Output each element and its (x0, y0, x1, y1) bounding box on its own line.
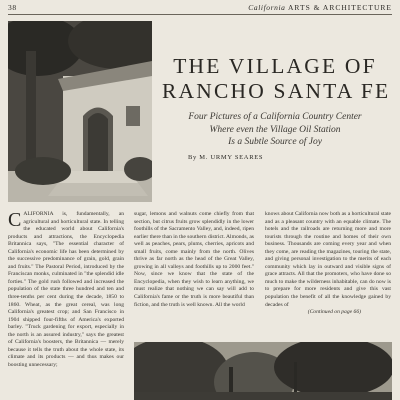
article-title-block (162, 54, 391, 161)
subtitle-line: Four Pictures of a California Country Center (188, 112, 362, 122)
article-title-line1: THE VILLAGE OF (173, 54, 377, 78)
magazine-title-prefix: California (248, 3, 286, 12)
trees-photo (134, 342, 392, 400)
column-2-text: sugar, lemons and walnuts come chiefly from that section, but citrus fruits grow splendidly in the lower foothills of the Sacramento Valley, and, indeed, ripen earlier there than in the southern district. Almonds, as well as peaches, pears, plums, cherries, apricots and small fruits, come mainly from the north. Olives thrive as far north as the head of the Great Valley, growing in all valleys and foothills up to 2000 feet." Now, since we know that the state of the Encyclopedia, when they wish to learn anything, we must realize that nothing we can say will add to California's fame or the truth is more beautiful than fiction, and the truth is well known. All the world (134, 211, 254, 308)
header-rule (8, 14, 392, 15)
village-building-icon (8, 21, 152, 202)
village-building-photo (8, 21, 152, 202)
trees-icon (134, 342, 392, 400)
text-column-2 (134, 211, 254, 309)
subtitle-line: Is a Subtle Source of Joy (228, 137, 322, 147)
page-number: 38 (8, 3, 17, 12)
article-subtitle (162, 111, 388, 149)
article-author: By M. URMY SEARES (188, 153, 264, 161)
subtitle-line: Where even the Village Oil Station (209, 124, 341, 135)
article-title-line2: RANCHO SANTA FE (162, 79, 391, 103)
text-column-3 (265, 211, 391, 317)
magazine-title-name: ARTS & ARCHITECTURE (288, 3, 392, 12)
magazine-title (248, 3, 392, 12)
column-1-text: ALIFORNIA is, fundamentally, an agricultural and horticultural state. In telling the educated world about California's products and attractions, the Encyclopedia Britannica says, "The essential character of California's economic life has been determined by the successive predominance of grain, gold, grain and fruits." The Pastoral Period, introduced by the Franciscan monks, culminated in "the splendid idle forties." The gold rush followed and increased the population of the state three hundred and ten and three-tenths per cent during the decade, 1850 to 1860. Wheat, as the great cereal, was long California's greatest crop; and San Francisco in 1904 shipped four-fifths of America's exported barley. "Truck gardening for export, especially in the north is an assured industry," says the greatest of California's boosters, the Britannica — merely because it tells the truth about the whole state, its climate and its products — and thus makes our boosting unnecessary; (8, 211, 124, 368)
text-column-1 (8, 211, 124, 369)
continued-note: (Continued on page 66) (307, 309, 361, 316)
drop-cap: C (8, 209, 22, 231)
column-3-text: knows about California now both as a horticultural state and as a pleasant country with an equable climate. The hotels and the railroads are returning more and more tourists through the routine and homes of their own business. Thousands are coming every year and when they come, are reading the magazines, touring the state, and giving personal investigation to the merits of each community which lay in outward and visible signs of grace attracts. All that the promoters, who have done so much to make the wilderness inhabitable, can do now is to prepare for more residents and give this vast population the benefit of all the knowledge gained by decades of (265, 211, 391, 308)
